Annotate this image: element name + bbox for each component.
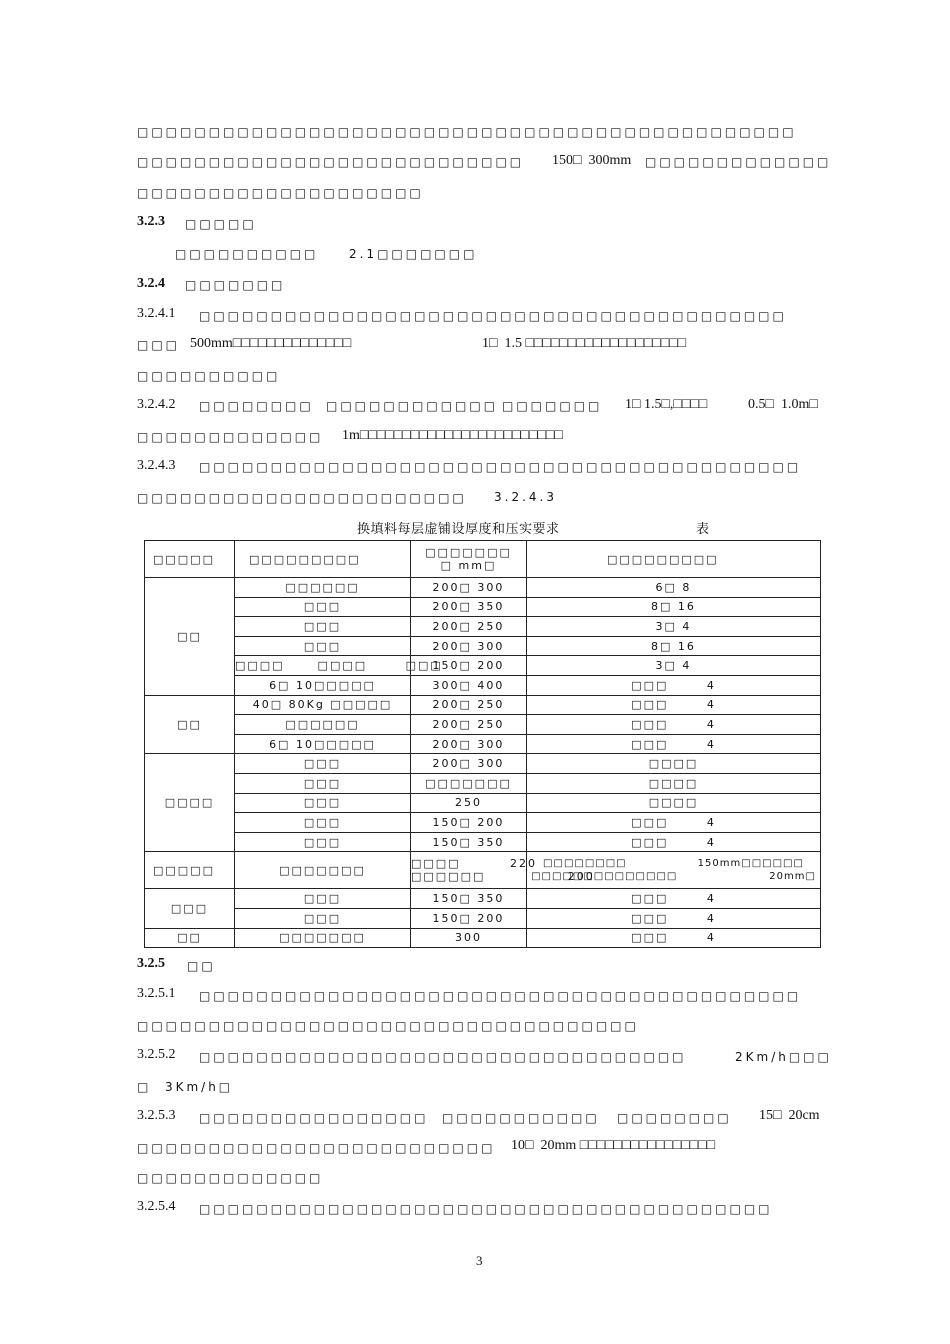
table-header-row	[145, 541, 821, 578]
text-line: □□□□□□□□□□□	[442, 1111, 600, 1125]
fill-material-table	[144, 540, 821, 948]
section-number: 3.2.3	[137, 214, 165, 229]
text-line: 10□ 20mm □□□□□□□□□□□□□□□□	[511, 1138, 716, 1153]
table-row	[145, 695, 821, 715]
table-row	[145, 773, 821, 793]
text-line: □□□□□□□□	[199, 399, 314, 413]
table-cell: □□□□□□□	[411, 773, 527, 793]
table-cell: 6□ 10□□□□□	[235, 734, 411, 754]
header-cell: □□□□□□□□□	[235, 541, 411, 578]
table-cell: 200□ 250	[411, 617, 527, 637]
table-cell: □□□ 4	[527, 715, 821, 735]
text-line: □□□□□□□	[502, 399, 603, 413]
text-line: □□□□□□□□□□□□□	[137, 1171, 324, 1185]
table-cell: 3□ 4	[527, 617, 821, 637]
table-row	[145, 675, 821, 695]
table-cell	[527, 852, 821, 889]
text-line: □□□	[137, 338, 181, 352]
table-cell: □□□ 4	[527, 695, 821, 715]
clause-number: 3.2.4.2	[137, 397, 176, 412]
section-number: 3.2.5	[137, 956, 165, 971]
table-cell: □□□□ □□□□ □□□	[235, 656, 411, 676]
table-cell: □□□	[235, 773, 411, 793]
text-line: □□□□□□□□	[617, 1111, 732, 1125]
table-cell-line: □□□□□□□□□□□□□□ 20mm□	[531, 871, 816, 883]
text-line: □□□□□□□□□□□□□□□□□□□□□□□□□□□□□□□□□□□	[137, 1019, 639, 1033]
table-cell: □□□	[235, 754, 411, 774]
table-row	[145, 734, 821, 754]
text-line: 2Km/h□□□	[735, 1050, 832, 1064]
text-line: □□□□□□□□□□□□□□□□□□□□□□□□□□□□□□□□□□□□□□□□	[199, 1202, 773, 1216]
text-line: □□□□□□□□□□□□□	[645, 155, 832, 169]
table-cell: 200□ 300	[411, 636, 527, 656]
clause-number: 3.2.5.1	[137, 986, 176, 1001]
table-cell: □□□	[235, 813, 411, 833]
table-row	[145, 656, 821, 676]
table-cell: □□□ 4	[527, 675, 821, 695]
table-cell: □□□ 4	[527, 889, 821, 909]
text-line: 0.5□ 1.0m□	[748, 397, 818, 412]
table-row	[145, 852, 821, 889]
table-row	[145, 908, 821, 928]
header-cell-line: □□□□□□□	[425, 546, 512, 559]
table-cell: 200□ 300	[411, 734, 527, 754]
text-line: □□□□□□□□□□	[137, 369, 281, 383]
table-row	[145, 597, 821, 617]
table-cell: □□□	[235, 793, 411, 813]
text-line: □□□□□□□□□□□□□□□□□□□□□□□	[137, 491, 467, 505]
table-cell: 300□ 400	[411, 675, 527, 695]
table-cell-line: □□□□□□ 200	[411, 870, 595, 884]
table-row	[145, 617, 821, 637]
table-cell: □□□□□□□	[235, 928, 411, 948]
table-cell: □□□	[235, 636, 411, 656]
table-cell: 150□ 200	[411, 813, 527, 833]
text-line: □□□□□□□□□□	[175, 247, 319, 261]
header-cell-line: □ mm□	[440, 559, 497, 572]
text-line: □□□□□□□□□□□□□□□□□□□□□□□□□□□□□□□□□□□□□□□□□□□□□□	[137, 125, 797, 139]
table-cell: □□□□	[527, 773, 821, 793]
table-cell: 200□ 300	[411, 754, 527, 774]
text-line: □□□□□□□□□□□□□□□□□□□□	[137, 186, 424, 200]
text-line: 500mm□□□□□□□□□□□□□□	[190, 336, 352, 351]
table-row	[145, 889, 821, 909]
table-cell: 150□ 350	[411, 832, 527, 852]
table-cell: 8□ 16	[527, 597, 821, 617]
header-cell	[411, 541, 527, 578]
table-cell: □□□ 4	[527, 928, 821, 948]
group-label: □□	[145, 578, 235, 696]
table-cell: □□□□	[527, 793, 821, 813]
table-cell	[411, 852, 595, 889]
text-line: □□□□□□□□□□□□	[326, 399, 499, 413]
table-row	[145, 754, 821, 774]
table-cell: 200□ 350	[411, 597, 527, 617]
text-line: □□□□□□□□□□□□□	[137, 430, 324, 444]
table-cell: 200□ 250	[411, 715, 527, 735]
table-cell: □□□	[235, 597, 411, 617]
table-title: 换填料每层虚铺设厚度和压实要求	[357, 522, 560, 537]
clause-number: 3.2.4.3	[137, 458, 176, 473]
table-cell: □□□ 4	[527, 734, 821, 754]
table-row	[145, 832, 821, 852]
text-line: □□□□□□□□□□□□□□□□□□□□□□□□□□□□□□□□□□□□□□□□□□	[199, 989, 802, 1003]
table-row	[145, 928, 821, 948]
text-line: □□□□□□□□□□□□□□□□□□□□□□□□□□□□□□□□□□□□□□□□□□	[199, 460, 802, 474]
text-line: □□□□□□□□□□□□□□□□	[199, 1111, 429, 1125]
text-line: 15□ 20cm	[759, 1108, 820, 1123]
text-line: 2.1□□□□□□□	[349, 247, 478, 261]
table-cell: 150□ 350	[411, 889, 527, 909]
table-cell: □□□ 4	[527, 832, 821, 852]
clause-number: 3.2.5.3	[137, 1108, 176, 1123]
table-cell: 250	[411, 793, 527, 813]
text-line: 1□ 1.5 □□□□□□□□□□□□□□□□□□□	[482, 336, 687, 351]
table-row	[145, 793, 821, 813]
group-label: □□□□	[145, 754, 235, 852]
table-cell-line: □□□□ 220	[411, 857, 538, 871]
table-row	[145, 636, 821, 656]
table-cell: □□□□□□	[235, 578, 411, 598]
header-cell: □□□□□	[145, 541, 235, 578]
table-cell: □□□	[235, 908, 411, 928]
table-title-suffix: 表	[696, 522, 710, 537]
table-row	[145, 715, 821, 735]
table-cell: 6□ 10□□□□□	[235, 675, 411, 695]
table-cell: □□□	[235, 617, 411, 637]
table-cell: 200□ 300	[411, 578, 527, 598]
table-cell: 300	[411, 928, 527, 948]
section-heading: □□□□□□□	[185, 278, 286, 292]
table-cell: □□□	[235, 832, 411, 852]
table-cell: □□□□□□	[235, 715, 411, 735]
section-heading: □□□□□	[185, 217, 257, 231]
text-line: 1□ 1.5□,□□□□	[625, 397, 708, 412]
text-line: □□□□□□□□□□□□□□□□□□□□□□□□□□□	[137, 155, 525, 169]
group-label: □□□	[145, 889, 235, 928]
table-cell: □□□□	[527, 754, 821, 774]
text-line: □□□□□□□□□□□□□□□□□□□□□□□□□□□□□□□□□□	[199, 1050, 687, 1064]
group-label: □□	[145, 928, 235, 948]
table-cell: 3□ 4	[527, 656, 821, 676]
text-line: □ 3Km/h□	[137, 1080, 234, 1094]
table-cell: □□□ 4	[527, 813, 821, 833]
table-cell-line: □□□□□□□□ 150mm□□□□□□	[543, 858, 804, 870]
table-cell: 150□ 200	[411, 656, 527, 676]
table-cell: □□□□□□□	[235, 852, 411, 889]
clause-number: 3.2.5.4	[137, 1199, 176, 1214]
table-row	[145, 813, 821, 833]
table-cell: □□□	[235, 889, 411, 909]
table-reference: 3.2.4.3	[494, 490, 557, 504]
table-cell: 8□ 16	[527, 636, 821, 656]
table-cell: □□□ 4	[527, 908, 821, 928]
section-number: 3.2.4	[137, 276, 165, 291]
clause-number: 3.2.5.2	[137, 1047, 176, 1062]
group-label: □□	[145, 695, 235, 754]
page-number: 3	[476, 1253, 483, 1268]
group-label: □□□□□	[145, 852, 235, 889]
text-line: □□□□□□□□□□□□□□□□□□□□□□□□□	[137, 1141, 496, 1155]
text-line: 150□ 300mm	[552, 153, 632, 168]
table-cell: 150□ 200	[411, 908, 527, 928]
text-line: 1m□□□□□□□□□□□□□□□□□□□□□□□□	[342, 428, 563, 443]
table-cell: 200□ 250	[411, 695, 527, 715]
table-row	[145, 578, 821, 598]
text-line: □□□□□□□□□□□□□□□□□□□□□□□□□□□□□□□□□□□□□□□□□	[199, 309, 787, 323]
section-heading: □□	[187, 959, 216, 973]
clause-number: 3.2.4.1	[137, 306, 176, 321]
table-cell: 6□ 8	[527, 578, 821, 598]
header-cell: □□□□□□□□□	[527, 541, 821, 578]
table-cell: 40□ 80Kg □□□□□	[235, 695, 411, 715]
